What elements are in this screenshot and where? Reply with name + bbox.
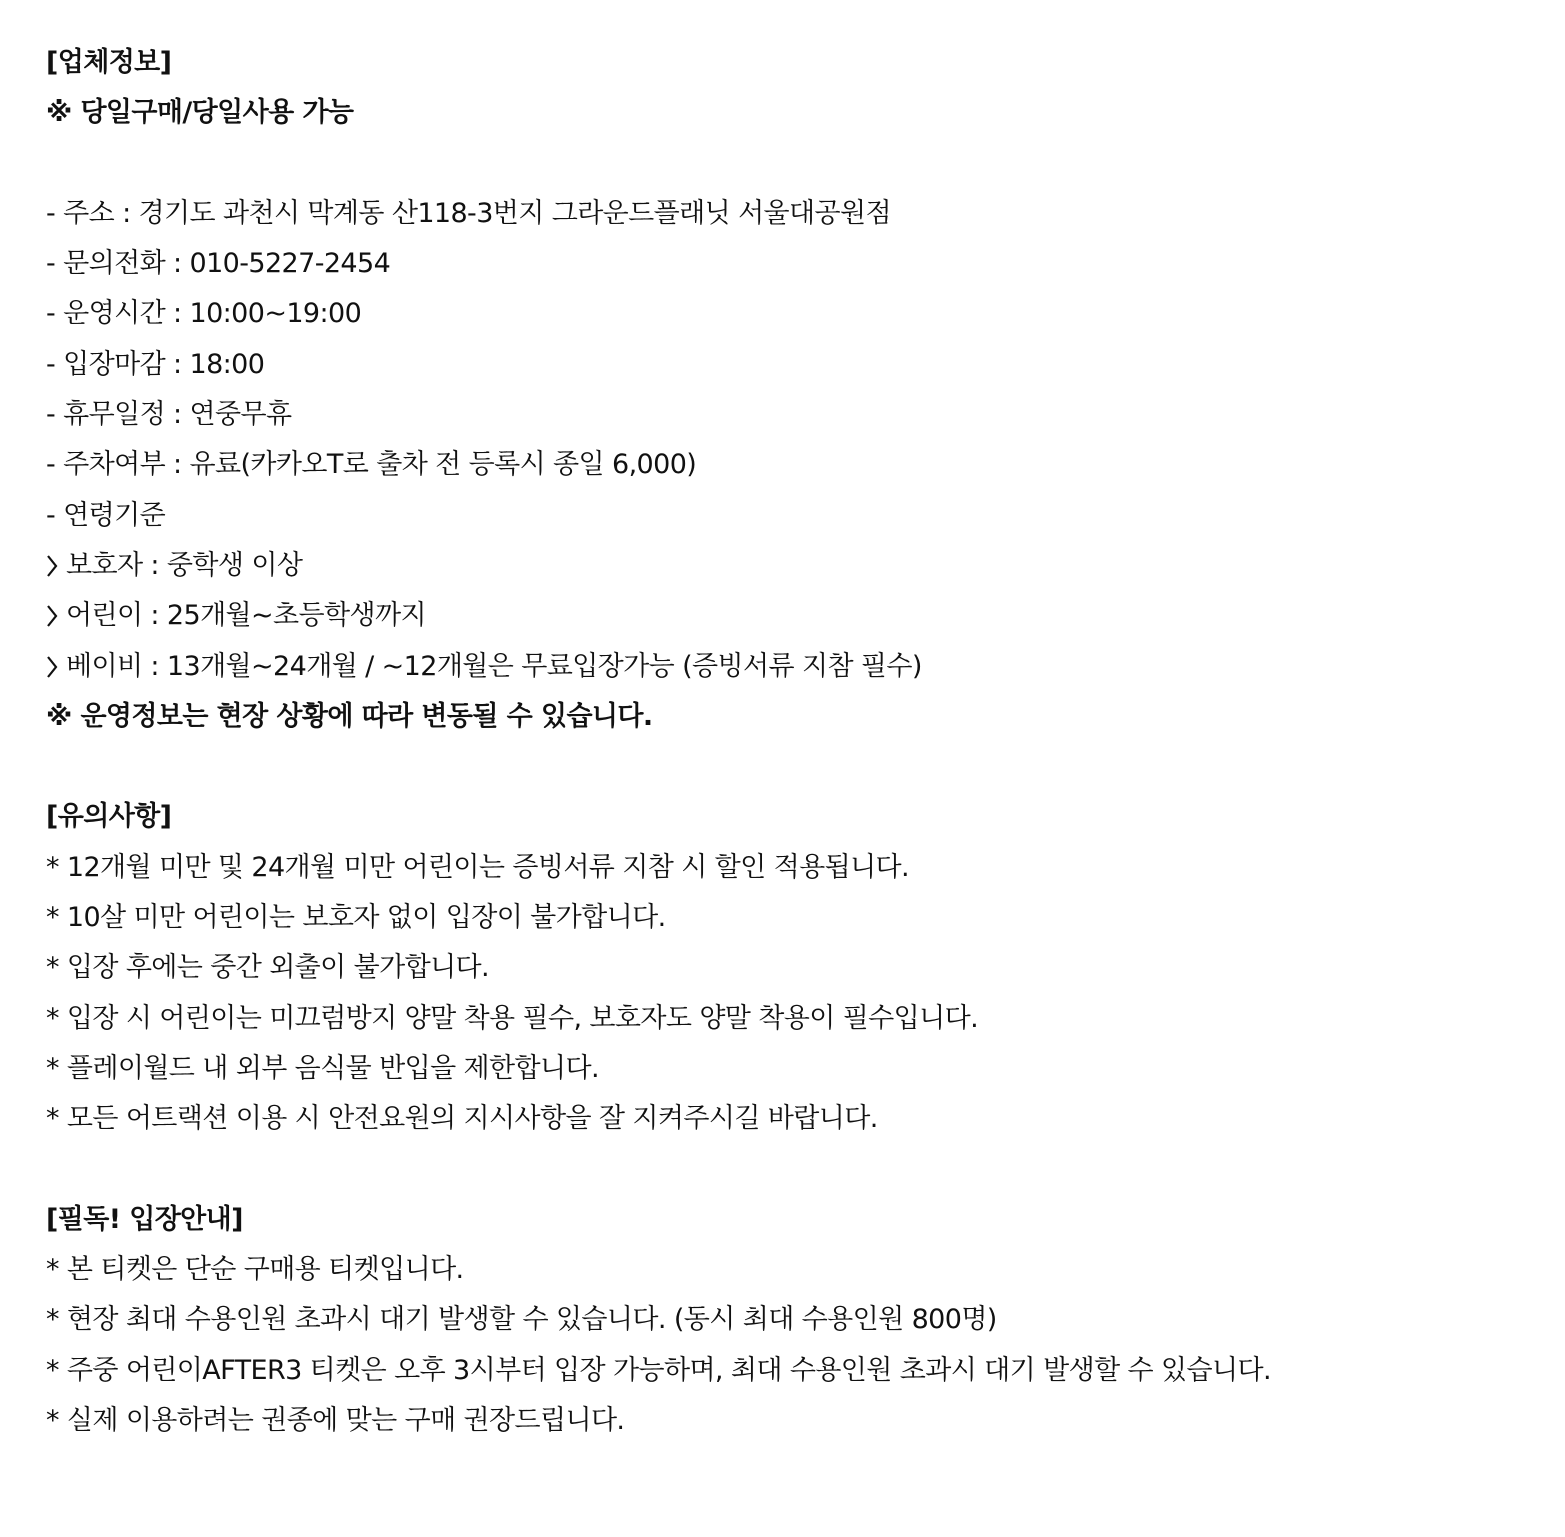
age-item-text: 어린이 : 25개월~초등학생까지 xyxy=(66,600,426,632)
cautions-section xyxy=(46,792,1526,1194)
spacer xyxy=(46,1145,1526,1195)
last-entry-line: - 입장마감 : 18:00 xyxy=(46,348,265,380)
chevron-right-icon xyxy=(46,656,58,678)
chevron-right-icon xyxy=(46,555,58,577)
closed-days-line: - 휴무일정 : 연중무휴 xyxy=(46,399,292,431)
entry-guide-item: * 본 티켓은 단순 구매용 티켓입니다. xyxy=(46,1254,464,1286)
address-line: - 주소 : 경기도 과천시 막계동 산118-3번지 그라운드플래닛 서울대공원점 xyxy=(46,197,891,229)
company-info-heading: [업체정보] xyxy=(46,47,172,78)
spacer xyxy=(46,742,1526,792)
caution-item: * 플레이월드 내 외부 음식물 반입을 제한합니다. xyxy=(46,1052,599,1084)
age-item-text: 보호자 : 중학생 이상 xyxy=(66,549,303,581)
spacer xyxy=(46,139,1526,189)
company-info-section xyxy=(46,38,1526,792)
parking-line: - 주차여부 : 유료(카카오T로 출차 전 등록시 종일 6,000) xyxy=(46,449,697,481)
entry-guide-item: * 현장 최대 수용인원 초과시 대기 발생할 수 있습니다. (동시 최대 수용인원 800명) xyxy=(46,1304,997,1336)
chevron-right-icon xyxy=(46,605,58,627)
age-item-baby xyxy=(46,642,1526,692)
entry-guide-item: * 실제 이용하려는 권종에 맞는 구매 권장드립니다. xyxy=(46,1405,625,1437)
caution-item: * 12개월 미만 및 24개월 미만 어린이는 증빙서류 지참 시 할인 적용됩니다. xyxy=(46,851,910,883)
entry-guide-item: * 주중 어린이AFTER3 티켓은 오후 3시부터 입장 가능하며, 최대 수용인원 초과시 대기 발생할 수 있습니다. xyxy=(46,1354,1271,1386)
age-item-guardian xyxy=(46,541,1526,591)
caution-item: * 입장 후에는 중간 외출이 불가합니다. xyxy=(46,952,490,984)
caution-item: * 모든 어트랙션 이용 시 안전요원의 지시사항을 잘 지켜주시길 바랍니다. xyxy=(46,1103,878,1135)
cautions-heading: [유의사항] xyxy=(46,801,172,833)
change-notice: ※ 운영정보는 현장 상황에 따라 변동될 수 있습니다. xyxy=(46,700,653,732)
entry-guide-section xyxy=(46,1195,1526,1446)
age-item-text: 베이비 : 13개월~24개월 / ~12개월은 무료입장가능 (증빙서류 지참 필수) xyxy=(66,650,922,682)
caution-item: * 10살 미만 어린이는 보호자 없이 입장이 불가합니다. xyxy=(46,902,666,934)
same-day-notice: ※ 당일구매/당일사용 가능 xyxy=(46,97,354,129)
age-criteria-line: - 연령기준 xyxy=(46,499,166,531)
entry-guide-heading: [필독! 입장안내] xyxy=(46,1203,243,1235)
age-item-child xyxy=(46,591,1526,641)
phone-line: - 문의전화 : 010-5227-2454 xyxy=(46,248,391,280)
hours-line: - 운영시간 : 10:00~19:00 xyxy=(46,298,362,330)
caution-item: * 입장 시 어린이는 미끄럼방지 양말 착용 필수, 보호자도 양말 착용이 필수입니다. xyxy=(46,1002,979,1034)
